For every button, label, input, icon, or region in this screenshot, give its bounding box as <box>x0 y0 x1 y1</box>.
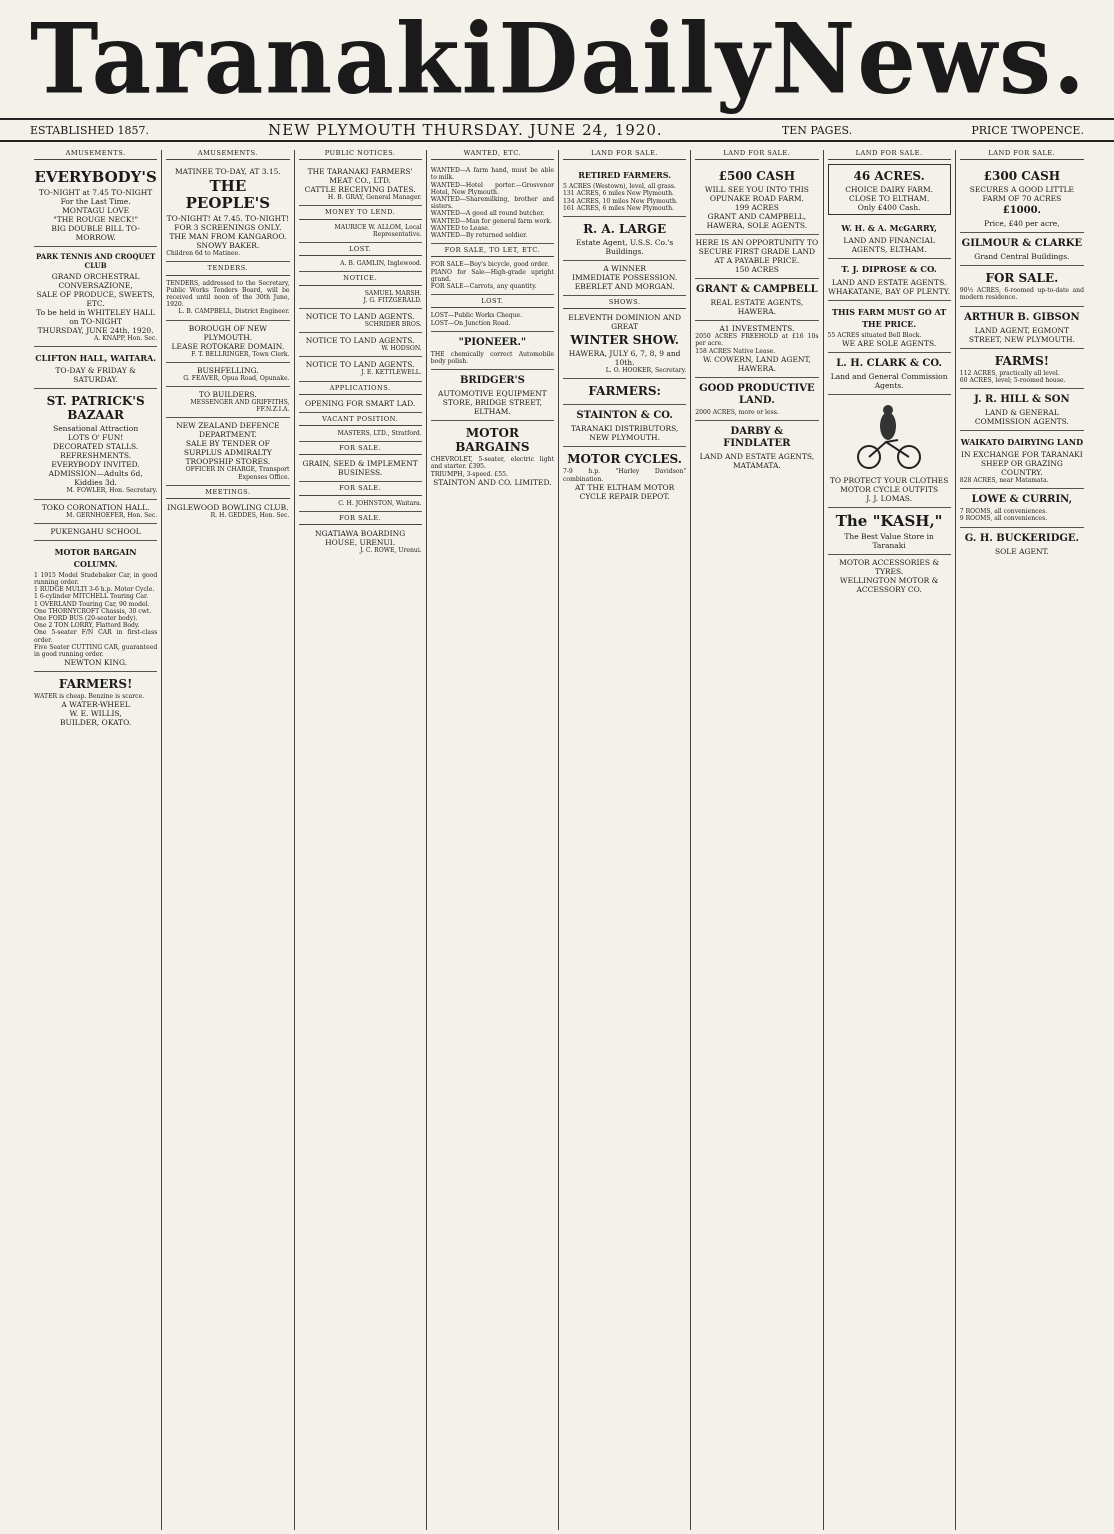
ad-title: GILMOUR & CLARKE <box>961 238 1083 250</box>
ad-title: NOTICE TO LAND AGENTS. <box>305 360 415 370</box>
ad-motor-cycles <box>563 447 686 504</box>
ad-title: PUKENGAHU SCHOOL <box>50 526 141 536</box>
column-4 <box>427 150 559 1530</box>
ad-line: One THORNYCROFT Chassis, 30 cwt. <box>34 607 152 615</box>
column-head: LAND FOR SALE. <box>563 150 686 160</box>
ad-line: £1000. <box>1002 205 1042 217</box>
ad-title: PARK TENNIS AND CROQUET CLUB <box>36 252 156 271</box>
section-head: MOTOR ACCESSORIES & TYRES. <box>839 558 940 577</box>
ad-line: SALE OF PRODUCE, SWEETS, ETC. <box>36 290 155 309</box>
ad-line: LAND AND ESTATE AGENTS, MATAMATA. <box>699 452 815 471</box>
ad-arthur-gibson <box>960 307 1084 349</box>
ad-motor-bargain-column <box>34 541 157 672</box>
ad-toko-hall <box>34 500 157 524</box>
ad-notice-land-agents-1 <box>299 309 422 333</box>
ad-line: WE ARE SOLE AGENTS. <box>841 339 937 349</box>
ad-title: BOROUGH OF NEW PLYMOUTH. <box>188 323 268 342</box>
ad-line: 134 ACRES, 10 miles New Plymouth. <box>563 197 678 205</box>
masthead <box>0 0 1114 118</box>
ad-a-winner <box>563 261 686 296</box>
ad-title: G. H. BUCKERIDGE. <box>964 532 1080 544</box>
section-head: MONEY TO LEND. <box>299 209 422 219</box>
ad-mcgarry <box>828 217 951 259</box>
ad-signature: MASTERS, LTD., Stratford. <box>337 430 422 438</box>
ad-line: 1 6-cylinder MITCHELL Touring Car. <box>34 593 149 601</box>
section-head: FOR SALE, TO LET, ETC. <box>431 247 554 257</box>
ad-signature: NEWTON KING. <box>64 658 128 668</box>
ad-line: THURSDAY, JUNE 24th, 1920. <box>37 326 154 336</box>
ad-line: 5 ACRES (Westown), level, all grass. <box>563 183 676 191</box>
ad-line: 158 ACRES Native Lease. <box>695 347 776 355</box>
ad-wanted <box>431 164 554 244</box>
ad-line: TENDERS, addressed to the Secretary, Public Works Tenders Board, will be received until noon of the 30th June, 1920. <box>166 279 290 309</box>
ad-line: MATINEE TO-DAY, AT 3.15. <box>174 167 281 177</box>
ad-title: GRAIN, SEED & IMPLEMENT BUSINESS. <box>302 459 418 478</box>
ad-signature: L. O. HOOKER, Secretary. <box>605 367 687 375</box>
ad-line: AT THE ELTHAM MOTOR CYCLE REPAIR DEPOT. <box>574 482 675 501</box>
ad-line: TO-NIGHT at 7.45 TO-NIGHT <box>38 188 153 198</box>
ad-title: FARMERS! <box>58 677 133 692</box>
section-head: FOR SALE. <box>985 271 1059 286</box>
ad-title: MOTOR BARGAINS <box>455 426 530 455</box>
section-head: FOR SALE. <box>299 485 422 495</box>
ad-line: TARANAKI DISTRIBUTORS, NEW PLYMOUTH. <box>570 424 679 443</box>
ad-title: FARMERS: <box>588 384 661 399</box>
masthead-title-left: Taranaki <box>30 2 499 116</box>
ad-line: To be held in WHITELEY HALL on TO-NIGHT <box>36 308 156 327</box>
ad-line: FOR SALE—Carrots, any quantity. <box>430 283 537 291</box>
ad-line: TRIUMPH, 3-speed. £55. <box>430 470 508 478</box>
ad-title: 46 ACRES. <box>853 169 925 184</box>
ad-line: LAND AND ESTATE AGENTS. WHAKATANE, BAY OF PLENTY. <box>828 278 951 297</box>
ad-signature: J. C. ROWE, Urenui. <box>360 547 422 555</box>
section-head: LOST. <box>431 298 554 308</box>
ad-line: LAND AND FINANCIAL AGENTS, ELTHAM. <box>843 236 935 255</box>
ad-line: IMMEDIATE POSSESSION. <box>572 273 678 283</box>
ad-title: W. H. & A. McGARRY, <box>841 223 937 234</box>
ad-line: TO-NIGHT! At 7.45. TO-NIGHT! <box>166 214 290 224</box>
section-head: A WINNER <box>603 264 646 274</box>
section-head: FOR SALE. <box>299 515 422 525</box>
ad-farms <box>960 349 1084 389</box>
ad-line: 90½ ACRES, 6-roomed up-to-date and modern residence. <box>959 287 1084 302</box>
ad-farmers-water-wheel <box>34 672 157 731</box>
ad-line: WANTED—A farm hand, must be able to milk. <box>430 167 554 182</box>
ad-line: FOR SALE—Boy's bicycle, good order. <box>430 261 549 269</box>
ad-line: WILL SEE YOU INTO THIS <box>704 185 809 195</box>
ad-line: A WATER-WHEEL <box>61 700 130 710</box>
ad-motor-bargains <box>431 421 554 491</box>
ad-line: The Best Value Store in Taranaki <box>844 532 934 551</box>
established-label: ESTABLISHED 1857. <box>30 123 149 137</box>
ad-46-acres <box>828 164 951 215</box>
column-head: AMUSEMENTS. <box>34 150 157 160</box>
ad-applications <box>299 382 422 413</box>
ad-line: THE MAN FROM KANGAROO. <box>169 232 287 242</box>
ad-line: HERE IS AN OPPORTUNITY TO SECURE FIRST GRADE LAND AT A PAYABLE PRICE. <box>695 238 819 266</box>
ad-title: NEW ZEALAND DEFENCE DEPARTMENT. <box>176 421 280 440</box>
ad-signature: C. H. JOHNSTON, Waitara. <box>338 499 422 507</box>
ad-stainton-co <box>563 405 686 447</box>
ad-defence-department <box>166 418 289 485</box>
ad-line: One 2 TON LORRY, Flattord Body. <box>34 622 140 630</box>
ad-title: R. A. LARGE <box>583 222 667 237</box>
ad-motor-cycle-outfits <box>828 395 951 508</box>
masthead-title-right: News. <box>771 2 1087 116</box>
ad-title: THE PEOPLE'S <box>185 177 271 213</box>
ad-line: Sensational Attraction <box>53 424 139 434</box>
ad-title: NGATIAWA BOARDING HOUSE, URENUI. <box>315 529 406 548</box>
ad-lh-clark <box>828 353 951 395</box>
ad-line: CHEVROLET, 5-seater, electric light and starter. £395. <box>430 456 554 471</box>
ad-signature: F. T. BELLRINGER, Town Clerk. <box>191 350 290 358</box>
ad-line: 150 ACRES <box>734 265 779 275</box>
ad-money-to-lend <box>299 206 422 243</box>
ad-signature: A. B. GAMLIN, Inglewood. <box>340 260 422 268</box>
dateline <box>0 118 1114 142</box>
section-head: FARMS! <box>994 353 1050 368</box>
section-head: APPLICATIONS. <box>299 385 422 395</box>
column-head: WANTED, ETC. <box>431 150 554 160</box>
ad-title: GRANT & CAMPBELL <box>696 284 818 296</box>
column-1 <box>30 150 162 1530</box>
ad-farmers-meat-co <box>299 164 422 206</box>
section-head: SHOWS. <box>563 299 686 309</box>
ad-the-kash <box>828 508 951 555</box>
ad-500-cash <box>695 164 818 235</box>
ad-line: 1 1915 Model Studebaker Car, in good running order. <box>34 571 158 587</box>
columns <box>30 150 1088 1530</box>
ad-line: PIANO for Sale—High-grade upright grand. <box>430 268 554 283</box>
ad-title: L. H. CLARK & CO. <box>836 358 942 370</box>
section-head: LOST. <box>299 246 422 256</box>
ad-title: £300 CASH <box>983 169 1061 184</box>
ad-line: TO-DAY & FRIDAY & SATURDAY. <box>55 366 136 385</box>
ad-pukengahu-school <box>34 524 157 541</box>
ad-line: 9 ROOMS, all conveniences. <box>959 515 1048 523</box>
ad-title: ST. PATRICK'S BAZAAR <box>46 394 145 423</box>
ad-line: SNOWY BAKER. <box>196 241 260 251</box>
ad-inglewood-bowling <box>166 486 289 523</box>
ad-everybodys <box>34 164 157 247</box>
column-6 <box>691 150 823 1530</box>
ad-title: WINTER SHOW. <box>570 333 679 348</box>
ad-lowe-currin <box>960 489 1084 527</box>
ad-line: WANTED—By returned soldier. <box>430 232 528 240</box>
ad-line: WATER is cheap. Benzine is scarce. <box>34 693 145 701</box>
ad-grain-seed-business <box>299 442 422 482</box>
ad-title: A1 INVESTMENTS. <box>719 324 795 334</box>
ad-signature: WELLINGTON MOTOR & ACCESSORY CO. <box>839 576 939 595</box>
ad-title: CLIFTON HALL, WAITARA. <box>35 353 157 364</box>
ad-line: LOST—On Junction Road. <box>430 319 511 327</box>
column-head: LAND FOR SALE. <box>828 150 951 160</box>
section-head: FOR SALE. <box>299 445 422 455</box>
ad-notice <box>299 272 422 309</box>
ad-line: BUILDER, OKATO. <box>60 718 132 728</box>
ad-line: One 5-seater F/N CAR in first-class order. <box>34 629 158 644</box>
ad-line: Price, £40 per acre, <box>984 219 1060 229</box>
ad-title: ARTHUR B. GIBSON <box>964 311 1080 323</box>
ad-title: THE TARANAKI FARMERS' MEAT CO., LTD. <box>307 167 413 186</box>
ad-clifton-hall <box>34 347 157 389</box>
pages-label: TEN PAGES. <box>781 123 853 137</box>
ad-line: REFRESHMENTS. <box>60 451 132 461</box>
column-head: LAND FOR SALE. <box>960 150 1084 160</box>
ad-signature: H. B. GRAY, General Manager. <box>327 194 422 202</box>
price-label: PRICE TWOPENCE. <box>971 123 1084 137</box>
ad-line: THE chemically correct Automobile body polish. <box>430 350 554 366</box>
ad-line: SOLE AGENT. <box>994 546 1049 556</box>
ad-st-patricks-bazaar <box>34 389 157 499</box>
ad-signature: R. H. GEDDES, Hon. Sec. <box>210 512 290 520</box>
ad-signature: W. HODSON. <box>381 345 422 353</box>
ad-title: BRIDGER'S <box>459 375 525 387</box>
ad-line: LEASE ROTOKARE DOMAIN. <box>171 341 285 351</box>
section-head: MEETINGS. <box>166 489 289 499</box>
ad-line: OPUNAKE ROAD FARM. <box>709 194 804 204</box>
ad-r-a-large <box>563 217 686 261</box>
ad-300-cash <box>960 164 1084 233</box>
ad-title: GOOD PRODUCTIVE LAND. <box>699 382 815 406</box>
ad-winter-show <box>563 296 686 379</box>
ad-signature: A. KNAPP, Hon. Sec. <box>93 335 158 343</box>
ad-darby-findlater <box>695 421 818 474</box>
section-head: TENDERS. <box>166 265 289 275</box>
ad-signature: G. FEAVER, Opua Road, Opunake. <box>183 374 290 382</box>
ad-grant-campbell <box>695 279 818 321</box>
ad-line: WANTED—A good all round butcher. <box>430 210 545 218</box>
ad-line: 161 ACRES, 6 miles New Plymouth. <box>563 204 674 212</box>
place-date: NEW PLYMOUTH THURSDAY. JUNE 24, 1920. <box>268 121 663 139</box>
ad-title: £500 CASH <box>718 169 796 184</box>
ad-line: WANTED to Lease. <box>430 224 490 232</box>
ad-title: OPENING FOR SMART LAD. <box>305 398 416 408</box>
ad-line: 1 OVERLAND Touring Car, 90 model. <box>34 600 150 608</box>
ad-title: BUSHFELLING. <box>196 365 259 375</box>
ad-line: WANTED—Hotel porter.—Grosvenor Hotel, New Plymouth. <box>430 181 554 196</box>
ad-line: WANTED—Sharemilking, brother and sisters. <box>430 196 554 211</box>
ad-bushfelling <box>166 363 289 387</box>
column-7 <box>824 150 956 1530</box>
ad-line: 112 ACRES, practically all level. <box>959 369 1060 377</box>
ad-signature: J. G. FITZGERALD. <box>363 296 422 304</box>
ad-signature: SAMUEL MARSH. <box>364 289 422 297</box>
ad-a1-investments <box>695 321 818 378</box>
ad-motor-accessories <box>828 555 951 598</box>
ad-park-tennis <box>34 247 157 347</box>
ad-line: Estate Agent, U.S.S. Co.'s Buildings. <box>576 238 674 257</box>
column-head: PUBLIC NOTICES. <box>299 150 422 160</box>
ad-to-builders <box>166 387 289 418</box>
ad-line: Children 6d to Matinee. <box>166 250 241 258</box>
ad-signature: EBERLET AND MORGAN. <box>574 282 675 292</box>
ad-title: J. R. HILL & SON <box>974 394 1070 406</box>
section-head: VACANT POSITION. <box>299 416 422 426</box>
ad-line: WANTED—Man for general farm work. <box>430 217 552 225</box>
ad-title: THIS FARM MUST GO AT THE PRICE. <box>832 307 947 330</box>
ad-title: MOTOR BARGAIN COLUMN. <box>54 546 137 569</box>
ad-line: REAL ESTATE AGENTS, HAWERA. <box>710 298 804 317</box>
ad-line: TO PROTECT YOUR CLOTHES <box>829 476 949 486</box>
ad-title: STAINTON & CO. <box>576 410 673 422</box>
ad-title: WAIKATO DAIRYING LAND <box>960 437 1084 448</box>
ad-pressed-hay <box>299 482 422 511</box>
ad-signature: L. B. CAMPBELL, District Engineer. <box>178 308 290 316</box>
ad-tenders-public-works <box>166 262 289 320</box>
column-2 <box>162 150 294 1530</box>
ad-title: EVERYBODY'S <box>34 168 157 187</box>
ad-line: IN EXCHANGE FOR TARANAKI SHEEP OR GRAZING COUNTRY. <box>961 450 1083 478</box>
ad-signature: OFFICER IN CHARGE, Transport Expenses Office. <box>185 466 290 481</box>
ad-signature: GRANT AND CAMPBELL, HAWERA, SOLE AGENTS. <box>706 212 808 231</box>
ad-line: 7 ROOMS, all conveniences. <box>959 508 1048 516</box>
ad-line: CLOSE TO ELTHAM. <box>848 194 930 204</box>
ad-title: NOTICE TO LAND AGENTS. <box>305 312 415 322</box>
ad-line: AUTOMOTIVE EQUIPMENT STORE, BRIDGE STREET, ELTHAM. <box>438 389 547 417</box>
ad-line: LAND & GENERAL COMMISSION AGENTS. <box>974 408 1069 427</box>
column-5 <box>559 150 691 1530</box>
ad-line: MONTAGU LOVE <box>62 206 130 216</box>
ad-for-sale-to-let <box>431 244 554 295</box>
ad-signature: J. J. LOMAS. <box>866 494 913 504</box>
ad-line: LAND AGENT, EGMONT STREET, NEW PLYMOUTH. <box>968 325 1075 344</box>
ad-title: MOTOR CYCLES. <box>567 452 682 467</box>
ad-signature: M. GERNHOEFER, Hon. Sec. <box>66 511 158 519</box>
ad-line: Five Seater CUTTING CAR, guaranteed in good running order. <box>34 643 158 659</box>
ad-line: 199 ACRES <box>734 203 779 213</box>
ad-line: Land and General Commission Agents. <box>830 372 948 391</box>
ad-waikato-dairying <box>960 431 1084 489</box>
ad-line: 2000 ACRES, more or less. <box>695 408 779 416</box>
ad-ngatiawa-boarding-house <box>299 512 422 558</box>
ad-line: LOTS O' FUN! <box>67 433 124 443</box>
ad-title: TOKO CORONATION HALL. <box>41 502 150 512</box>
ad-good-productive-land <box>695 378 818 421</box>
ad-line: GRAND ORCHESTRAL CONVERSAZIONE, <box>51 272 140 291</box>
ad-line: BIG DOUBLE BILL TO-MORROW. <box>51 224 140 243</box>
ad-diprose <box>828 259 951 301</box>
ad-line: 2050 ACRES FREEHOLD at £16 10s per acre. <box>695 333 819 348</box>
ad-line: CATTLE RECEIVING DATES. <box>304 185 416 195</box>
ad-gilmour-clarke <box>960 233 1084 266</box>
ad-vacant-position <box>299 413 422 442</box>
ad-pioneer-polish <box>431 332 554 370</box>
motorcyclist-illustration <box>854 402 924 472</box>
ad-line: MOTOR CYCLE OUTFITS <box>840 485 939 495</box>
ad-notice-land-agents-2 <box>299 333 422 357</box>
column-3 <box>295 150 427 1530</box>
ad-borough-new-plymouth <box>166 321 289 363</box>
ad-buckeridge <box>960 528 1084 560</box>
ad-line: CHOICE DAIRY FARM. <box>845 185 934 195</box>
ad-line: 7-9 h.p. "Harley Davidson" combination. <box>563 468 687 483</box>
ad-bridgers <box>431 370 554 421</box>
ad-line: SECURES A GOOD LITTLE FARM OF 70 ACRES <box>969 185 1075 204</box>
ad-line: 828 ACRES, near Matamata. <box>959 477 1049 485</box>
masthead-title-mid: Daily <box>498 2 772 116</box>
ad-line: FOR 3 SCREENINGS ONLY. <box>174 223 282 233</box>
ad-first-grade-land <box>695 235 818 279</box>
ad-lost-items <box>431 295 554 332</box>
ad-line: Only £400 Cash. <box>857 203 921 213</box>
ad-for-sale-90-acres <box>960 266 1084 306</box>
ad-lost <box>299 243 422 272</box>
ad-signature: W. COWERN, LAND AGENT, HAWERA. <box>702 354 811 373</box>
ad-signature: STAINTON AND CO. LIMITED. <box>433 477 552 487</box>
ad-line: ADMISSION—Adults 6d, Kiddies 3d. <box>48 469 143 488</box>
ad-line: DECORATED STALLS. <box>52 442 139 452</box>
ad-line: SALE BY TENDER OF SURPLUS ADMIRALTY TROOPSHIP STORES. <box>183 439 272 467</box>
column-head: LAND FOR SALE. <box>695 150 818 160</box>
ad-title: LOWE & CURRIN, <box>971 494 1073 506</box>
ad-signature: M. FOWLER, Hon. Secretary. <box>66 487 158 495</box>
ad-line: 60 ACRES, level; 5-roomed house. <box>959 376 1066 384</box>
ad-peoples-theatre <box>166 164 289 262</box>
ad-line: For the Last Time. <box>60 197 131 207</box>
ad-title: NOTICE TO LAND AGENTS. <box>305 336 415 346</box>
ad-line: ELEVENTH DOMINION AND GREAT <box>568 313 681 332</box>
ad-retired-farmers <box>563 164 686 217</box>
ad-line: EVERYBODY INVITED. <box>51 460 140 470</box>
column-8 <box>956 150 1088 1530</box>
ad-title: DARBY & FINDLATER <box>723 426 791 450</box>
ad-signature: J. E. KETTLEWELL. <box>361 369 422 377</box>
ad-line: "THE ROUGE NECK!" <box>53 215 138 225</box>
ad-notice-land-agents-3 <box>299 357 422 381</box>
ad-signature: W. E. WILLIS, <box>69 709 122 719</box>
ad-jr-hill <box>960 389 1084 431</box>
ad-signature: MESSENGER AND GRIFFITHS, FF.N.Z.I.A. <box>190 399 290 414</box>
ad-title: RETIRED FARMERS. <box>578 170 672 181</box>
ad-title: INGLEWOOD BOWLING CLUB. <box>167 503 289 513</box>
ad-title: The "KASH," <box>835 512 943 531</box>
ad-farmers-milking <box>563 379 686 405</box>
column-head: AMUSEMENTS. <box>166 150 289 160</box>
ad-line: 1 RUDGE MULTI 3-6 h.p. Motor Cycle. <box>34 586 155 594</box>
ad-line: HAWERA, JULY 6, 7, 8, 9 and 10th. <box>568 349 681 368</box>
ad-this-farm-must-go <box>828 301 951 353</box>
ad-line: Grand Central Buildings. <box>974 252 1070 262</box>
section-head: NOTICE. <box>299 275 422 285</box>
ad-line: 131 ACRES, 6 miles New Plymouth. <box>563 190 674 198</box>
ad-signature: SCHRIDER BROS. <box>364 321 422 329</box>
ad-line: 55 ACRES situated Bell Block. <box>827 332 922 340</box>
ad-line: LOST—Public Works Cheque. <box>430 312 523 320</box>
ad-title: T. J. DIPROSE & CO. <box>841 265 937 276</box>
ad-signature: MAURICE W. ALLOM, Local Representative. <box>334 223 422 238</box>
ad-title: TO BUILDERS. <box>199 390 257 400</box>
ad-title: "PIONEER." <box>458 336 527 348</box>
ad-line: One FORD BUS (20-seater body). <box>34 615 138 623</box>
